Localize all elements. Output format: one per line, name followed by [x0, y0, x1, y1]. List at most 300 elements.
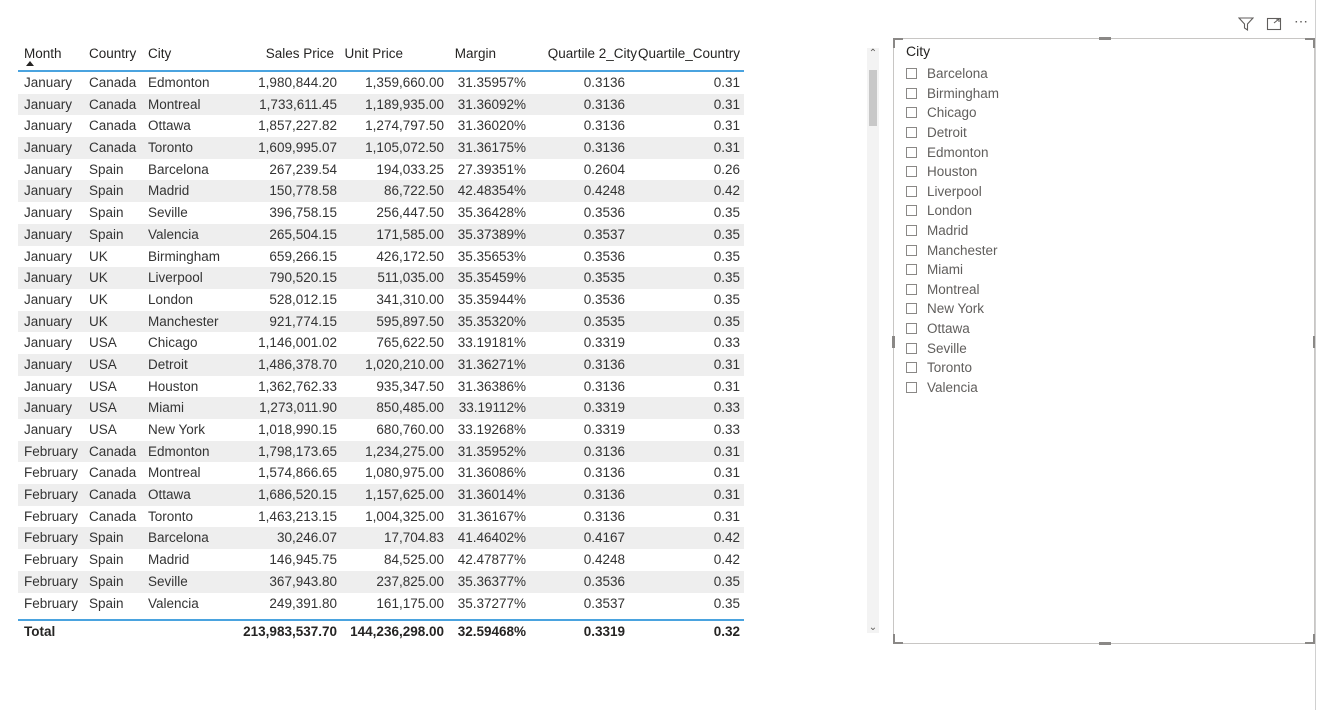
cell-quartile2-city: 0.3535: [583, 270, 625, 286]
cell-quartile2-city: 0.3136: [583, 75, 625, 90]
cell-quartile-country: 0.35: [713, 291, 740, 307]
resize-corner-br[interactable]: [1305, 634, 1315, 644]
cell-unit-price: 511,035.00: [377, 270, 444, 286]
checkbox-icon[interactable]: [906, 225, 917, 236]
cell-sales-price: 1,857,227.82: [258, 118, 337, 134]
resize-handle-top[interactable]: [1099, 37, 1111, 40]
cell-month: February: [24, 487, 79, 503]
total-quartile2-city: 0.3319: [583, 624, 625, 639]
cell-quartile-country: 0.31: [713, 508, 740, 524]
checkbox-icon[interactable]: [906, 245, 917, 256]
slicer-title: City: [906, 43, 931, 59]
resize-corner-tl[interactable]: [893, 38, 903, 48]
cell-margin: 33.19112%: [458, 400, 526, 416]
cell-unit-price: 171,585.00: [376, 226, 444, 242]
cell-country: UK: [89, 248, 108, 264]
table-total-row: [18, 619, 744, 645]
cell-quartile-country: 0.33: [713, 422, 740, 437]
cell-margin: 27.39351%: [457, 161, 526, 177]
cell-city: Toronto: [148, 508, 194, 524]
cell-sales-price: 659,266.15: [269, 248, 337, 264]
cell-country: UK: [89, 291, 108, 307]
cell-quartile2-city: 0.3319: [583, 400, 625, 416]
cell-quartile-country: 0.31: [713, 465, 740, 481]
cell-margin: 35.37277%: [457, 595, 526, 611]
table-row[interactable]: [18, 180, 744, 202]
table-row[interactable]: [18, 137, 744, 159]
cell-city: Valencia: [148, 595, 199, 611]
table-row[interactable]: [18, 441, 744, 463]
cell-unit-price: 194,033.25: [376, 161, 444, 177]
cell-unit-price: 680,760.00: [376, 422, 444, 437]
cell-unit-price: 1,080,975.00: [365, 465, 444, 481]
cell-country: Spain: [89, 530, 124, 546]
slicer-item-label: Madrid: [927, 223, 969, 239]
cell-city: Montreal: [148, 96, 201, 112]
slicer-item-label: Edmonton: [927, 144, 989, 160]
slicer-item[interactable]: [906, 260, 999, 280]
cell-quartile2-city: 0.3136: [583, 487, 625, 503]
cell-unit-price: 1,105,072.50: [365, 140, 444, 156]
table-row[interactable]: [18, 115, 744, 137]
cell-sales-price: 1,463,213.15: [258, 508, 337, 524]
slicer-item[interactable]: [906, 280, 999, 300]
slicer-item-label: Houston: [927, 164, 978, 180]
slicer-item[interactable]: [906, 84, 999, 104]
cell-unit-price: 86,722.50: [383, 183, 444, 199]
cell-margin: 31.36092%: [457, 96, 526, 112]
cell-country: USA: [89, 422, 117, 437]
cell-quartile2-city: 0.3536: [583, 573, 625, 589]
cell-city: Manchester: [148, 313, 219, 329]
cell-sales-price: 790,520.15: [269, 270, 337, 286]
cell-month: January: [24, 248, 73, 264]
cell-country: USA: [89, 335, 117, 351]
checkbox-icon[interactable]: [906, 205, 917, 216]
cell-country: Spain: [89, 161, 124, 177]
cell-quartile-country: 0.33: [713, 335, 740, 351]
cell-unit-price: 1,157,625.00: [365, 487, 444, 503]
table-row[interactable]: [18, 571, 744, 593]
cell-margin: 31.36167%: [457, 508, 526, 524]
cell-unit-price: 84,525.00: [383, 552, 444, 568]
cell-margin: 35.36428%: [457, 205, 526, 221]
table-row[interactable]: [18, 246, 744, 268]
cell-month: February: [24, 552, 79, 568]
cell-city: Barcelona: [148, 530, 209, 546]
total-unit-price: 144,236,298.00: [350, 624, 444, 639]
checkbox-icon[interactable]: [906, 186, 917, 197]
cell-country: Canada: [89, 75, 137, 90]
cell-quartile2-city: 0.3136: [583, 378, 625, 394]
slicer-item[interactable]: [906, 64, 999, 84]
slicer-item-label: Miami: [927, 262, 963, 278]
column-header-country[interactable]: Country: [89, 46, 137, 61]
cell-country: Spain: [89, 573, 124, 589]
cell-margin: 33.19181%: [457, 335, 526, 351]
total-margin: 32.59468%: [457, 624, 526, 639]
cell-sales-price: 367,943.80: [269, 573, 337, 589]
cell-unit-price: 1,359,660.00: [365, 75, 444, 90]
cell-unit-price: 341,310.00: [376, 291, 444, 307]
slicer-item[interactable]: [906, 201, 999, 221]
cell-month: January: [24, 291, 73, 307]
slicer-item-label: Toronto: [927, 360, 973, 376]
cell-sales-price: 396,758.15: [269, 205, 337, 221]
cell-city: Edmonton: [148, 443, 210, 459]
cell-quartile-country: 0.42: [713, 183, 740, 199]
cell-margin: 35.35653%: [457, 248, 526, 264]
table-row[interactable]: [18, 484, 744, 506]
cell-quartile-country: 0.35: [713, 313, 740, 329]
cell-quartile-country: 0.31: [713, 443, 740, 459]
table-row[interactable]: [18, 354, 744, 376]
slicer-item-label: Montreal: [927, 281, 980, 297]
cell-quartile-country: 0.31: [713, 487, 740, 503]
sort-ascending-icon[interactable]: [26, 61, 34, 66]
checkbox-icon[interactable]: [906, 147, 917, 158]
cell-quartile-country: 0.35: [713, 595, 740, 611]
slicer-item[interactable]: [906, 338, 999, 358]
cell-unit-price: 426,172.50: [376, 248, 444, 264]
resize-handle-left[interactable]: [892, 336, 895, 348]
table-row[interactable]: [18, 397, 744, 419]
checkbox-icon[interactable]: [906, 107, 917, 118]
cell-sales-price: 30,246.07: [276, 530, 337, 546]
cell-quartile-country: 0.31: [713, 378, 740, 394]
cell-city: Valencia: [148, 226, 199, 242]
cell-country: Canada: [89, 465, 137, 481]
cell-quartile2-city: 0.3136: [583, 356, 625, 372]
checkbox-icon[interactable]: [906, 166, 917, 177]
slicer-item[interactable]: [906, 358, 999, 378]
cell-country: Canada: [89, 508, 137, 524]
cell-country: Spain: [89, 595, 124, 611]
cell-month: January: [24, 75, 73, 90]
cell-sales-price: 1,609,995.07: [258, 140, 337, 156]
cell-margin: 35.36377%: [457, 573, 526, 589]
cell-quartile2-city: 0.2604: [583, 161, 625, 177]
cell-quartile-country: 0.35: [713, 248, 740, 264]
cell-country: Canada: [89, 140, 137, 156]
cell-quartile2-city: 0.3136: [583, 508, 625, 524]
cell-month: February: [24, 508, 79, 524]
checkbox-icon[interactable]: [906, 264, 917, 275]
slicer-item[interactable]: [906, 103, 999, 123]
cell-month: January: [24, 161, 73, 177]
table-row[interactable]: [18, 289, 744, 311]
cell-quartile2-city: 0.3537: [583, 226, 625, 242]
table-row[interactable]: [18, 311, 744, 333]
cell-quartile-country: 0.35: [713, 573, 740, 589]
checkbox-icon[interactable]: [906, 323, 917, 334]
cell-unit-price: 237,825.00: [376, 573, 444, 589]
cell-unit-price: 1,274,797.50: [365, 118, 444, 134]
total-sales-price: 213,983,537.70: [243, 624, 337, 639]
cell-month: January: [24, 96, 73, 112]
slicer-item[interactable]: [906, 299, 999, 319]
cell-month: January: [24, 335, 73, 351]
slicer-item[interactable]: [906, 162, 999, 182]
cell-unit-price: 765,622.50: [376, 335, 444, 351]
cell-quartile-country: 0.31: [713, 75, 740, 90]
column-header-quartile2-city[interactable]: Quartile 2_City: [547, 46, 637, 61]
cell-sales-price: 1,486,378.70: [258, 356, 337, 372]
cell-unit-price: 1,020,210.00: [365, 356, 444, 372]
cell-city: Madrid: [148, 183, 190, 199]
checkbox-icon[interactable]: [906, 284, 917, 295]
cell-quartile-country: 0.42: [713, 552, 740, 568]
cell-city: Seville: [148, 205, 188, 221]
cell-margin: 35.35320%: [457, 313, 526, 329]
resize-corner-bl[interactable]: [893, 634, 903, 644]
cell-sales-price: 150,778.58: [269, 183, 337, 199]
resize-handle-bottom[interactable]: [1099, 642, 1111, 645]
checkbox-icon[interactable]: [906, 88, 917, 99]
table-header-row: [18, 40, 744, 72]
scrollbar-thumb[interactable]: [869, 70, 877, 126]
canvas-edge: [1315, 0, 1316, 710]
cell-sales-price: 1,798,173.65: [258, 443, 337, 459]
checkbox-icon[interactable]: [906, 382, 917, 393]
cell-month: February: [24, 595, 79, 611]
cell-city: Ottawa: [148, 118, 191, 134]
slicer-item[interactable]: [906, 378, 999, 398]
cell-quartile2-city: 0.3319: [583, 335, 625, 351]
cell-unit-price: 595,897.50: [376, 313, 444, 329]
table-row[interactable]: [18, 159, 744, 181]
cell-quartile2-city: 0.3319: [583, 422, 625, 437]
cell-quartile2-city: 0.3136: [583, 118, 625, 134]
table-body: [18, 72, 744, 619]
total-quartile-country: 0.32: [713, 624, 740, 639]
cell-city: Seville: [148, 573, 188, 589]
column-header-quartile-country[interactable]: Quartile_Country: [637, 46, 740, 61]
cell-quartile2-city: 0.3136: [583, 140, 625, 156]
filter-icon[interactable]: [1238, 17, 1254, 34]
cell-country: Spain: [89, 183, 124, 199]
cell-quartile-country: 0.33: [713, 400, 740, 416]
slicer-item-label: London: [927, 203, 973, 219]
cell-unit-price: 935,347.50: [376, 378, 444, 394]
slicer-item-label: Ottawa: [927, 321, 970, 337]
cell-city: Detroit: [148, 356, 188, 372]
cell-quartile2-city: 0.3536: [583, 248, 625, 264]
cell-margin: 42.47877%: [457, 552, 526, 568]
cell-unit-price: 1,234,275.00: [365, 443, 444, 459]
checkbox-icon[interactable]: [906, 127, 917, 138]
cell-quartile-country: 0.31: [713, 96, 740, 112]
cell-quartile2-city: 0.4167: [583, 530, 625, 546]
slicer-item[interactable]: [906, 142, 999, 162]
cell-margin: 35.35944%: [457, 291, 526, 307]
cell-margin: 35.37389%: [457, 226, 526, 242]
cell-quartile2-city: 0.3536: [583, 291, 625, 307]
cell-margin: 31.36020%: [457, 118, 526, 134]
column-header-month[interactable]: Month: [24, 46, 62, 61]
cell-city: Edmonton: [148, 75, 210, 90]
cell-margin: 42.48354%: [457, 183, 526, 199]
table-visual: [18, 40, 890, 650]
cell-city: Montreal: [148, 465, 201, 481]
cell-sales-price: 1,273,011.90: [259, 400, 337, 416]
cell-quartile2-city: 0.3136: [583, 96, 625, 112]
cell-unit-price: 256,447.50: [376, 205, 444, 221]
cell-unit-price: 850,485.00: [376, 400, 444, 416]
cell-sales-price: 528,012.15: [269, 291, 337, 307]
table-row[interactable]: [18, 202, 744, 224]
column-header-sales-price[interactable]: Sales Price: [265, 46, 334, 61]
slicer-item-label: Liverpool: [927, 183, 982, 199]
cell-country: Spain: [89, 552, 124, 568]
cell-quartile-country: 0.42: [713, 530, 740, 546]
cell-sales-price: 267,239.54: [269, 161, 337, 177]
cell-margin: 31.36175%: [457, 140, 526, 156]
cell-sales-price: 1,686,520.15: [258, 487, 337, 503]
table-row[interactable]: [18, 94, 744, 116]
cell-month: February: [24, 465, 79, 481]
cell-sales-price: 265,504.15: [269, 226, 337, 242]
checkbox-icon[interactable]: [906, 303, 917, 314]
cell-month: January: [24, 226, 73, 242]
cell-margin: 31.36086%: [457, 465, 526, 481]
table-row[interactable]: [18, 419, 744, 441]
checkbox-icon[interactable]: [906, 68, 917, 79]
scroll-up-icon[interactable]: ⌃: [868, 48, 878, 59]
cell-unit-price: 161,175.00: [376, 595, 444, 611]
table-row[interactable]: [18, 72, 744, 94]
table-vertical-scrollbar[interactable]: [867, 48, 879, 633]
table-row[interactable]: [18, 376, 744, 398]
cell-margin: 31.35957%: [457, 75, 526, 90]
cell-month: January: [24, 183, 73, 199]
cell-month: January: [24, 270, 73, 286]
slicer-item[interactable]: [906, 182, 999, 202]
slicer-item-label: Chicago: [927, 105, 977, 121]
slicer-item[interactable]: [906, 240, 999, 260]
cell-margin: 33.19268%: [457, 422, 526, 437]
slicer-item-label: Seville: [927, 340, 967, 356]
cell-country: USA: [89, 378, 117, 394]
cell-quartile-country: 0.35: [713, 205, 740, 221]
cell-city: New York: [148, 422, 206, 437]
cell-quartile2-city: 0.4248: [583, 183, 625, 199]
cell-sales-price: 1,980,844.20: [258, 75, 337, 90]
table-row[interactable]: [18, 506, 744, 528]
slicer-list: [906, 64, 999, 397]
cell-city: Miami: [148, 400, 184, 416]
slicer-item-label: Detroit: [927, 125, 967, 141]
slicer-item-label: Manchester: [927, 242, 998, 258]
cell-country: Spain: [89, 226, 124, 242]
cell-country: USA: [89, 400, 117, 416]
cell-quartile2-city: 0.3535: [583, 313, 625, 329]
cell-sales-price: 1,733,611.45: [259, 96, 337, 112]
cell-month: January: [24, 356, 73, 372]
resize-corner-tr[interactable]: [1305, 38, 1315, 48]
cell-city: London: [148, 291, 194, 307]
slicer-item-label: Valencia: [927, 379, 978, 395]
cell-quartile2-city: 0.4248: [583, 552, 625, 568]
cell-country: USA: [89, 356, 117, 372]
cell-quartile2-city: 0.3536: [583, 205, 625, 221]
cell-city: Ottawa: [148, 487, 191, 503]
cell-quartile-country: 0.31: [713, 118, 740, 134]
cell-margin: 31.36386%: [457, 378, 526, 394]
more-options-icon[interactable]: ⋯: [1294, 13, 1309, 29]
cell-quartile-country: 0.35: [713, 226, 740, 242]
cell-quartile-country: 0.35: [713, 270, 740, 286]
total-label: Total: [24, 624, 56, 639]
table-row[interactable]: [18, 549, 744, 571]
column-header-margin[interactable]: Margin: [454, 46, 496, 61]
cell-country: Canada: [89, 118, 137, 134]
cell-margin: 31.36014%: [457, 487, 526, 503]
cell-month: January: [24, 400, 73, 416]
cell-country: UK: [89, 270, 108, 286]
cell-margin: 31.36271%: [457, 356, 526, 372]
focus-mode-icon[interactable]: [1266, 17, 1282, 34]
slicer-item-label: Birmingham: [927, 85, 1000, 101]
cell-unit-price: 1,004,325.00: [365, 508, 444, 524]
cell-sales-price: 1,018,990.15: [258, 422, 337, 437]
cell-sales-price: 1,362,762.33: [258, 378, 337, 394]
cell-month: February: [24, 530, 79, 546]
table-row[interactable]: [18, 527, 744, 549]
cell-country: UK: [89, 313, 108, 329]
cell-month: January: [24, 378, 73, 394]
table-row[interactable]: [18, 593, 744, 615]
cell-city: Birmingham: [148, 248, 221, 264]
cell-sales-price: 1,574,866.65: [258, 465, 337, 481]
cell-city: Barcelona: [148, 161, 209, 177]
column-header-city[interactable]: City: [148, 46, 172, 61]
cell-month: February: [24, 573, 79, 589]
checkbox-icon[interactable]: [906, 343, 917, 354]
cell-country: Canada: [89, 487, 137, 503]
cell-country: Spain: [89, 205, 124, 221]
checkbox-icon[interactable]: [906, 362, 917, 373]
cell-city: Liverpool: [148, 270, 203, 286]
table-row[interactable]: [18, 332, 744, 354]
cell-sales-price: 249,391.80: [269, 595, 337, 611]
cell-month: January: [24, 313, 73, 329]
cell-city: Chicago: [148, 335, 198, 351]
cell-quartile2-city: 0.3136: [583, 465, 625, 481]
cell-country: Canada: [89, 443, 137, 459]
cell-quartile2-city: 0.3537: [583, 595, 625, 611]
cell-quartile-country: 0.31: [713, 140, 740, 156]
city-slicer: [893, 38, 1315, 644]
slicer-item-label: Barcelona: [927, 66, 988, 82]
slicer-item[interactable]: [906, 123, 999, 143]
table-row[interactable]: [18, 462, 744, 484]
cell-city: Madrid: [148, 552, 190, 568]
table-row[interactable]: [18, 267, 744, 289]
cell-margin: 41.46402%: [457, 530, 526, 546]
cell-sales-price: 1,146,001.02: [258, 335, 337, 351]
cell-sales-price: 146,945.75: [269, 552, 337, 568]
table-row[interactable]: [18, 224, 744, 246]
slicer-item[interactable]: [906, 221, 999, 241]
column-header-unit-price[interactable]: Unit Price: [344, 46, 403, 61]
cell-country: Canada: [89, 96, 137, 112]
cell-month: January: [24, 205, 73, 221]
slicer-item[interactable]: [906, 319, 999, 339]
slicer-item-label: New York: [927, 301, 985, 317]
scroll-down-icon[interactable]: ⌄: [868, 622, 878, 633]
cell-unit-price: 1,189,935.00: [365, 96, 444, 112]
